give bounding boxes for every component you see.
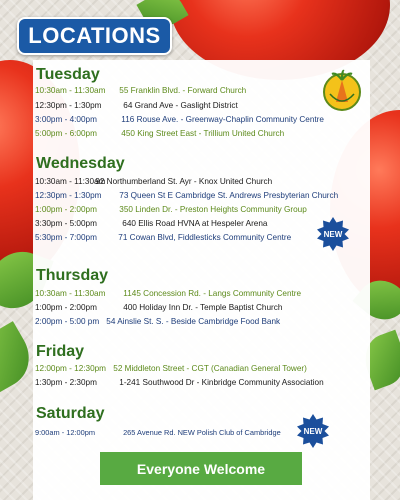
entry-time: 12:30pm - 1:30pm [35, 101, 102, 110]
entry-place: 450 King Street East - Trillium United Church [121, 129, 285, 138]
schedule-entry [35, 205, 307, 214]
new-badge-label: NEW [323, 230, 343, 239]
entry-time: 12:30pm - 1:30pm [35, 191, 102, 200]
entry-place: 52 Middleton Street - CGT (Canadian General Tower) [113, 364, 307, 373]
schedule-entry [35, 378, 324, 387]
entry-place: 1-241 Southwood Dr - Kinbridge Community Association [119, 378, 324, 387]
entry-time: 1:30pm - 2:30pm [35, 378, 97, 387]
everyone-welcome-banner: Everyone Welcome [100, 452, 302, 485]
schedule-entry [35, 317, 280, 326]
entry-place: 73 Queen St E Cambridge St. Andrews Presbyterian Church [119, 191, 339, 200]
entry-time: 12:00pm - 12:30pm [35, 364, 107, 373]
day-heading-tuesday: Tuesday [36, 66, 100, 83]
mobile-food-market-logo [322, 68, 362, 112]
entry-place: 640 Ellis Road HVNA at Hespeler Arena [122, 219, 268, 228]
entry-time: 10:30am - 11:30am [35, 86, 106, 95]
schedule-entry [35, 129, 284, 138]
entry-time: 10:30am - 11:30am [35, 177, 106, 186]
schedule-entry [35, 191, 338, 200]
entry-place: 400 Holiday Inn Dr. - Temple Baptist Church [123, 303, 283, 312]
schedule-entry [35, 86, 246, 95]
day-heading-wednesday: Wednesday [36, 155, 125, 172]
schedule-entry [35, 101, 238, 110]
entry-time: 2:00pm - 5:00 pm [35, 317, 100, 326]
entry-time: 3:00pm - 4:00pm [35, 115, 97, 124]
entry-place: 71 Cowan Blvd, Fiddlesticks Community Centre [118, 233, 292, 242]
entry-place: 55 Franklin Blvd. - Forward Church [119, 86, 247, 95]
schedule-entry [35, 219, 267, 228]
entry-place: 265 Avenue Rd. NEW Polish Club of Cambridge [123, 428, 281, 437]
entry-place: 116 Rouse Ave. - Greenway-Chaplin Community Centre [121, 115, 324, 124]
new-badge [316, 217, 350, 251]
entry-time: 5:30pm - 7:00pm [35, 233, 97, 242]
entry-time: 1:00pm - 2:00pm [35, 205, 97, 214]
page-title: LOCATIONS [17, 17, 172, 55]
entry-place: 64 Grand Ave - Gaslight District [123, 101, 238, 110]
entry-time: 3:30pm - 5:00pm [35, 219, 97, 228]
new-badge [296, 414, 330, 448]
entry-place: 1145 Concession Rd. - Langs Community Centre [123, 289, 302, 298]
schedule-entry [35, 428, 281, 437]
entry-time: 9:00am - 12:00pm [35, 428, 95, 437]
entry-place: 350 Linden Dr. - Preston Heights Community Group [119, 205, 307, 214]
entry-time: 5:00pm - 6:00pm [35, 129, 97, 138]
day-heading-saturday: Saturday [36, 405, 105, 422]
entry-place: 92 Northumberland St. Ayr - Knox United Church [95, 177, 273, 186]
day-heading-thursday: Thursday [36, 267, 109, 284]
entry-time: 10:30am - 11:30am [35, 289, 106, 298]
entry-place: 54 Ainslie St. S. - Beside Cambridge Food Bank [106, 317, 281, 326]
schedule-entry [35, 233, 291, 242]
schedule-entry [35, 177, 272, 186]
entry-time: 1:00pm - 2:00pm [35, 303, 97, 312]
new-badge-label: NEW [303, 427, 323, 436]
schedule-entry [35, 115, 324, 124]
schedule-entry [35, 364, 307, 373]
schedule-entry [35, 289, 301, 298]
schedule-entry [35, 303, 282, 312]
day-heading-friday: Friday [36, 343, 85, 360]
